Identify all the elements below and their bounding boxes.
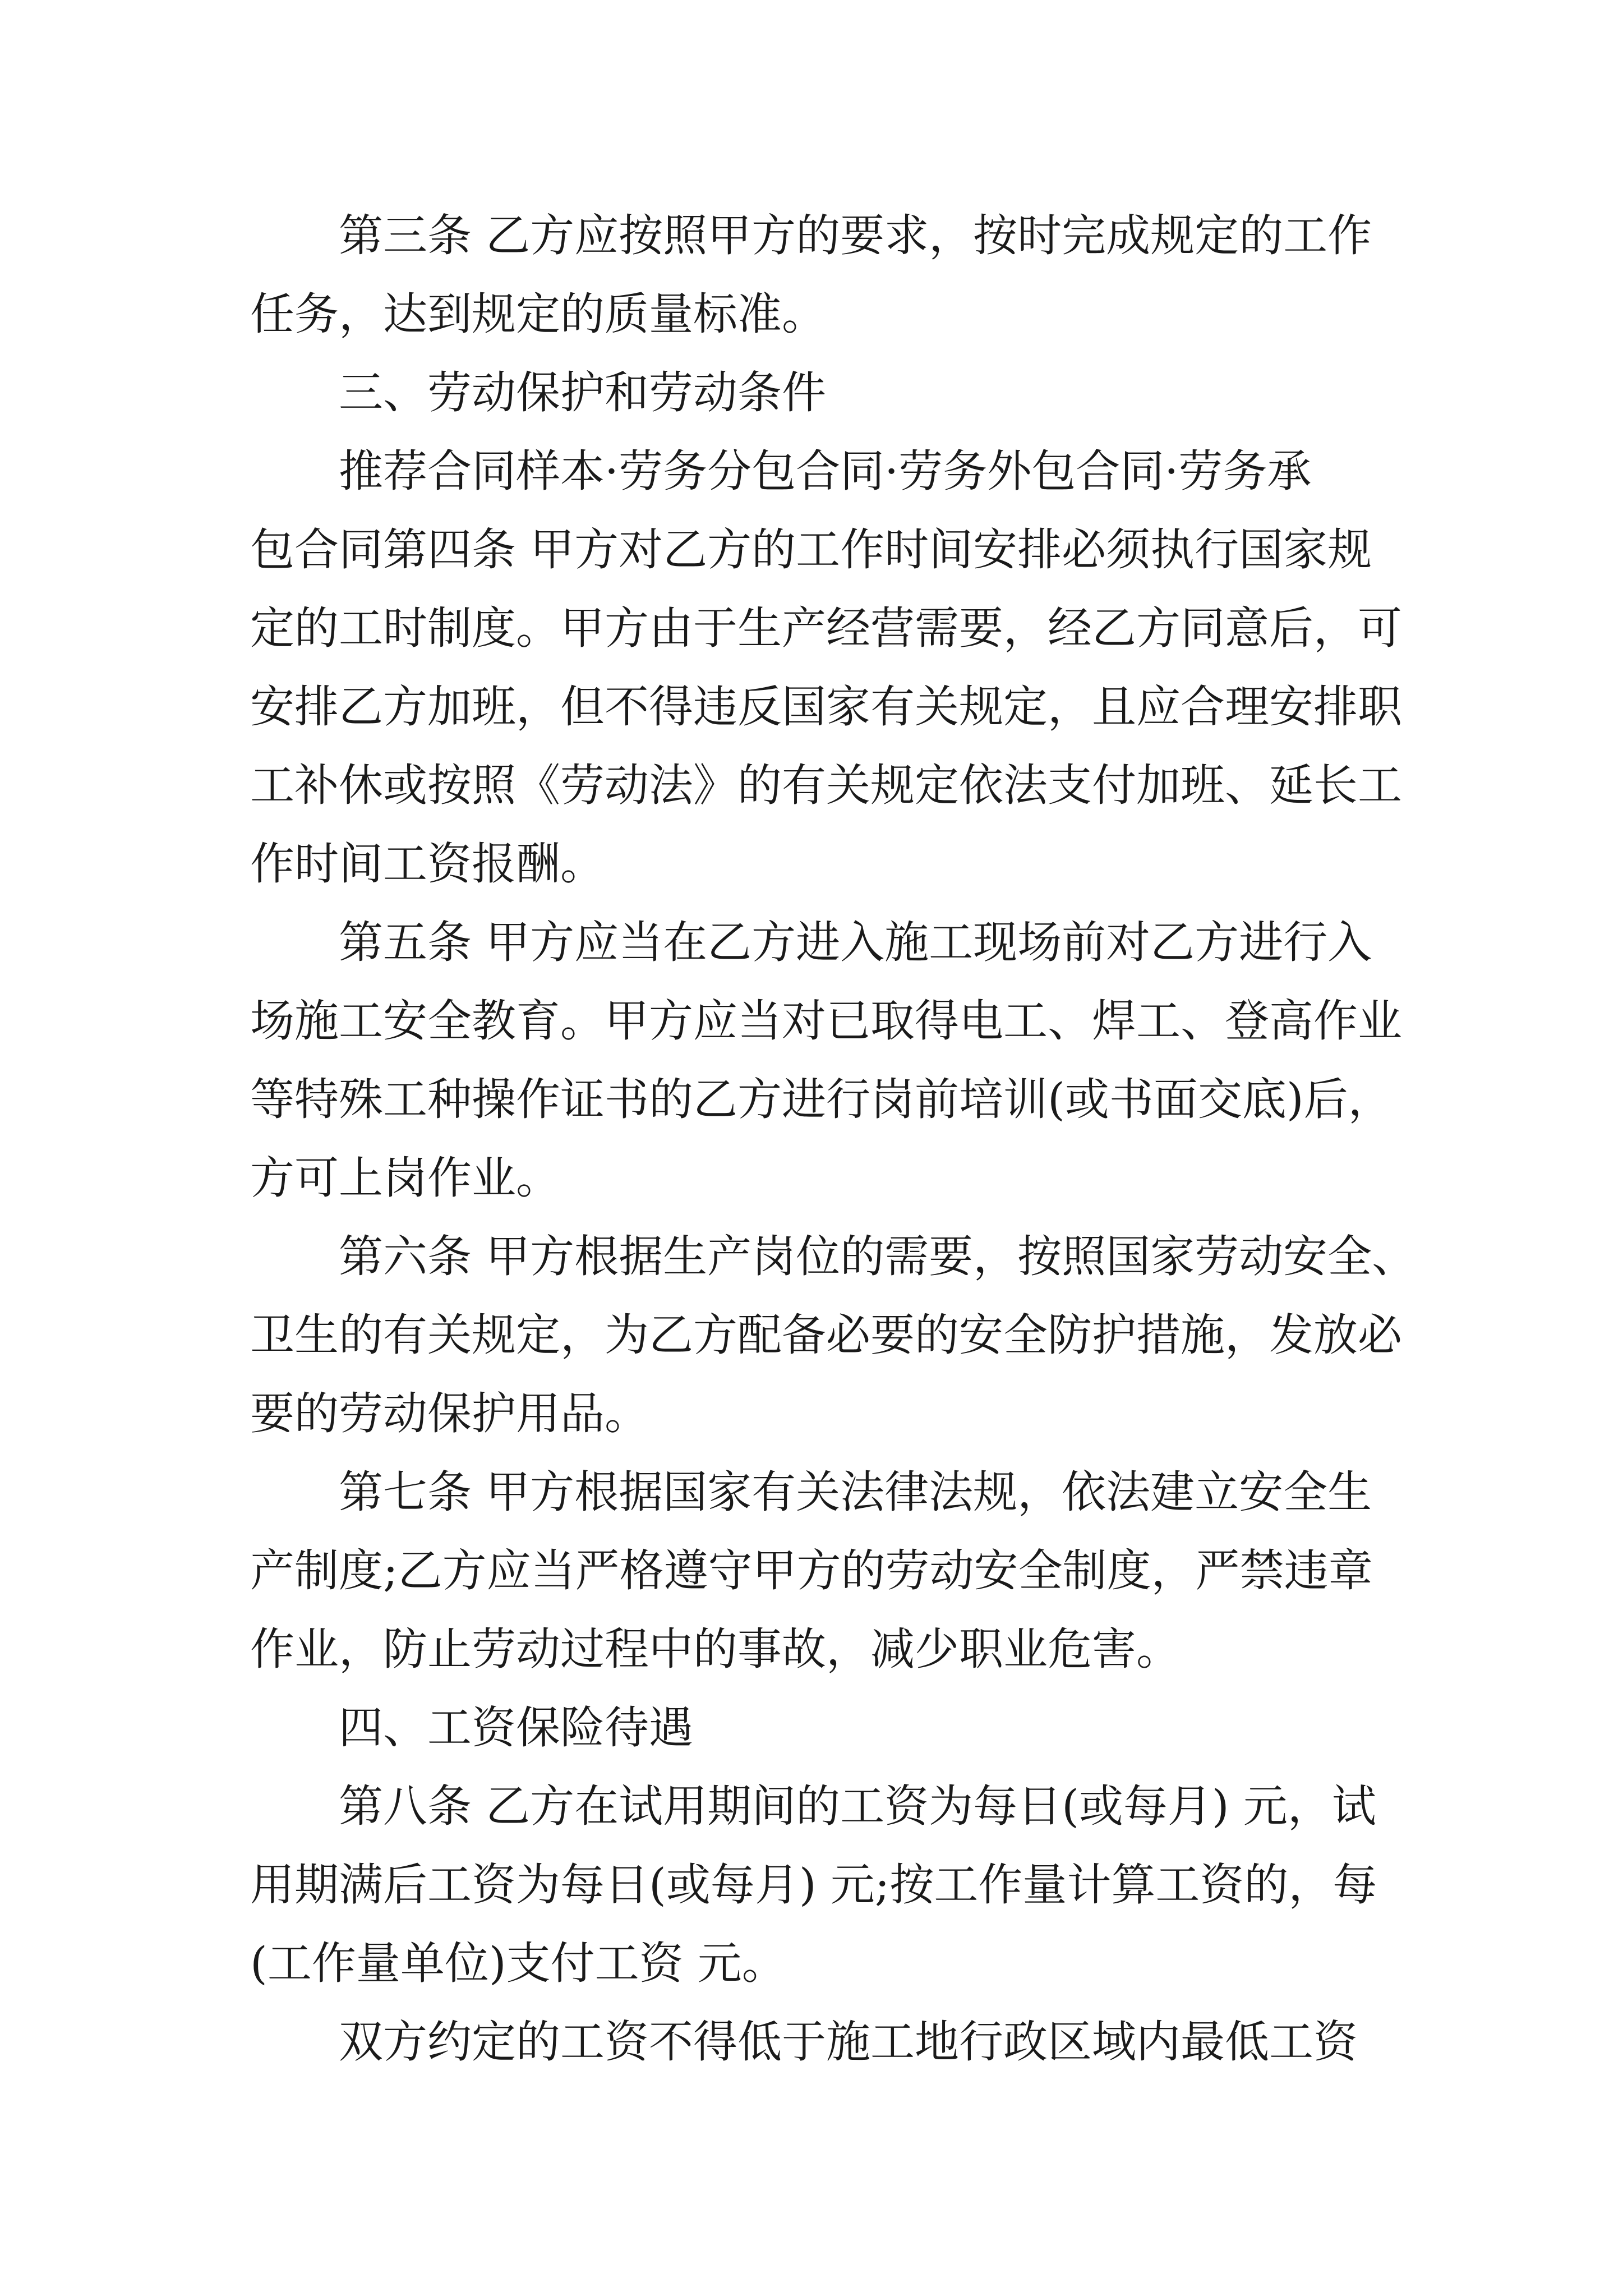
- section-3-heading: 三、劳动保护和劳动条件: [339, 367, 826, 418]
- clause-4-line-5: 工补休或按照《劳动法》的有关规定依法支付加班、延长工: [250, 760, 1402, 811]
- clause-7-line-1: 第七条 甲方根据国家有关法律法规，依法建立安全生: [339, 1466, 1372, 1518]
- clause-3-line-2: 任务，达到规定的质量标准。: [250, 288, 826, 340]
- clause-6-line-2: 卫生的有关规定，为乙方配备必要的安全防护措施，发放必: [250, 1309, 1402, 1361]
- clause-7-line-3: 作业，防止劳动过程中的事故，减少职业危害。: [250, 1623, 1181, 1675]
- clause-5-line-4: 方可上岗作业。: [250, 1152, 560, 1204]
- clause-4-line-2: 包合同第四条 甲方对乙方的工作时间安排必须执行国家规: [250, 524, 1372, 576]
- clause-4-line-1: 推荐合同样本·劳务分包合同·劳务外包合同·劳务承: [339, 445, 1312, 497]
- clause-8-line-1: 第八条 乙方在试用期间的工资为每日(或每月) 元，试: [339, 1780, 1376, 1832]
- clause-8-line-2: 用期满后工资为每日(或每月) 元;按工作量计算工资的，每: [250, 1859, 1377, 1911]
- clause-5-line-2: 场施工安全教育。甲方应当对已取得电工、焊工、登高作业: [250, 995, 1402, 1047]
- clause-6-line-1: 第六条 甲方根据生产岗位的需要，按照国家劳动安全、: [339, 1231, 1417, 1282]
- clause-4-line-4: 安排乙方加班，但不得违反国家有关规定，且应合理安排职: [250, 681, 1402, 733]
- clause-5-line-3: 等特殊工种操作证书的乙方进行岗前培训(或书面交底)后，: [250, 1074, 1393, 1125]
- clause-4-line-6: 作时间工资报酬。: [250, 838, 605, 890]
- clause-5-line-1: 第五条 甲方应当在乙方进入施工现场前对乙方进行入: [339, 917, 1372, 968]
- section-4-heading: 四、工资保险待遇: [339, 1702, 693, 1754]
- clause-4-line-3: 定的工时制度。甲方由于生产经营需要，经乙方同意后，可: [250, 602, 1402, 654]
- clause-6-line-3: 要的劳动保护用品。: [250, 1388, 649, 1439]
- clause-7-line-2: 产制度;乙方应当严格遵守甲方的劳动安全制度，严禁违章: [250, 1545, 1373, 1596]
- clause-8-line-3: (工作量单位)支付工资 元。: [250, 1938, 786, 1989]
- clause-3-line-1: 第三条 乙方应按照甲方的要求，按时完成规定的工作: [339, 210, 1372, 261]
- wage-agreement-line-1: 双方约定的工资不得低于施工地行政区域内最低工资: [339, 2016, 1358, 2068]
